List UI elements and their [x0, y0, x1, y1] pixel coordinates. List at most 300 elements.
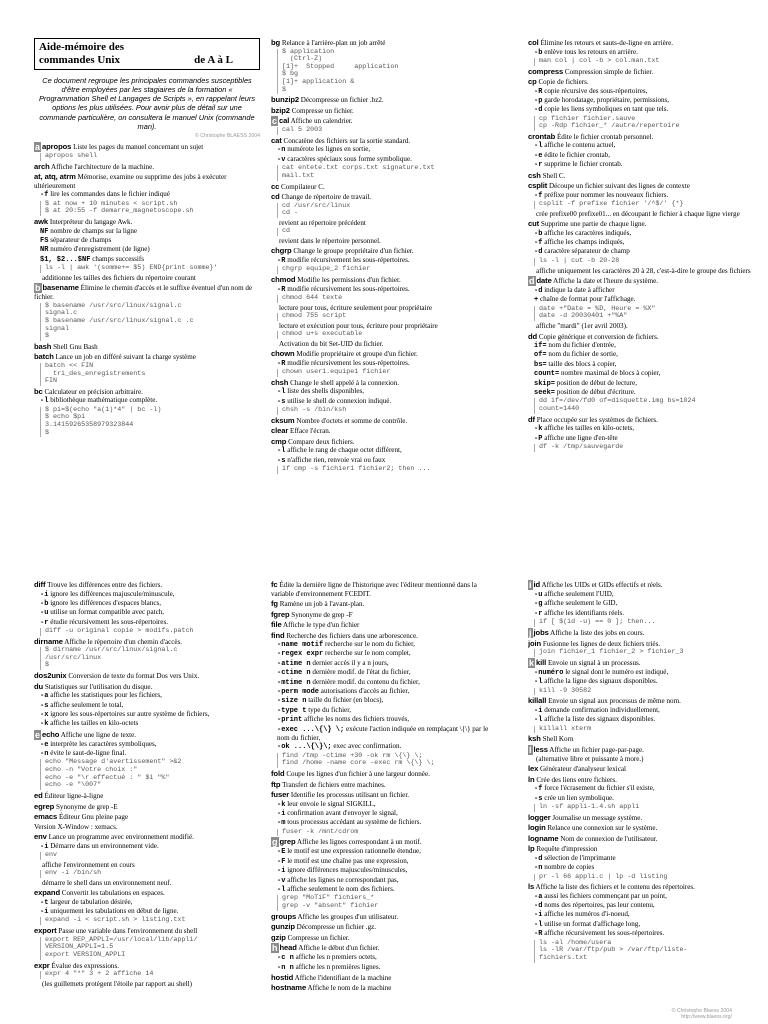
- entries-column-4: [34, 580, 260, 988]
- command-entry: [271, 912, 497, 922]
- command-line: [34, 671, 260, 681]
- drop-letter: b: [35, 283, 41, 294]
- drop-letter: i: [529, 580, 532, 590]
- entries-column-3: [528, 38, 754, 452]
- command-description: Élimine les retours et sauts-de-ligne en arrière.: [540, 39, 674, 47]
- drop-letter: j: [529, 627, 532, 638]
- command-description: Compare deux fichiers.: [288, 437, 355, 446]
- option-line: [34, 618, 260, 627]
- option-text: champs successifs: [92, 254, 145, 263]
- command-name: gunzip: [271, 922, 295, 932]
- column-1: [34, 38, 260, 540]
- command-line: [34, 888, 260, 898]
- option-line: [34, 255, 260, 264]
- code-example: ls -l | cut -b 20-28: [534, 258, 754, 266]
- command-entry: [34, 823, 260, 832]
- command-description: Synonyme de grep -F: [291, 610, 353, 619]
- command-line: [528, 171, 754, 181]
- command-line: [528, 696, 754, 706]
- command-line: [528, 764, 754, 774]
- command-entry: [528, 332, 754, 414]
- drop-letter: h: [272, 943, 278, 954]
- option-line: [528, 247, 754, 256]
- option-line: [271, 640, 497, 649]
- option-flag: -i: [277, 809, 286, 818]
- command-name: lex: [528, 764, 539, 774]
- command-line: [34, 142, 260, 152]
- option-text: lire les commandes dans le fichier indiqué: [50, 190, 170, 199]
- option-text: enlève tous les retours en arrière.: [544, 47, 638, 56]
- option-text: taille du fichier (en blocs),: [308, 696, 384, 705]
- option-text: affiche les n premières lignes.: [295, 962, 381, 971]
- option-text: Démarre dans un environnement vide.: [50, 841, 159, 850]
- command-line: [34, 217, 260, 227]
- command-name: clear: [271, 426, 289, 436]
- command-entry: [528, 658, 754, 695]
- option-flag: -R: [534, 930, 543, 939]
- option-flag: -u: [534, 591, 543, 599]
- command-entry: [34, 961, 260, 989]
- code-example: expr 4 "*" 3 + 2 affiche 14: [40, 971, 260, 979]
- option-line: [34, 190, 260, 199]
- command-entry: [34, 217, 260, 282]
- option-text: n'affiche rien, renvoie vrai ou faux: [287, 455, 386, 464]
- command-entry: [271, 275, 497, 348]
- command-name: df: [528, 414, 535, 424]
- option-line: [528, 96, 754, 105]
- option-text: affiche les statistiques pour les fichiers,: [50, 691, 162, 700]
- option-text: étudie récursivement les sous-répertoires.: [50, 617, 168, 626]
- column-3: [528, 38, 754, 540]
- command-entry: [271, 116, 497, 135]
- command-entry: [34, 172, 260, 216]
- option-line: [34, 740, 260, 749]
- command-name: fg: [271, 599, 278, 608]
- command-name: hostname: [271, 983, 307, 993]
- command-entry: [271, 349, 497, 377]
- option-text: confirmation avant d'envoyer le signal,: [287, 808, 398, 817]
- command-name: awk: [34, 217, 49, 227]
- command-line: [528, 67, 754, 77]
- command-entry: [34, 162, 260, 172]
- code-example: chsh -s /bin/ksh: [277, 407, 497, 415]
- option-text: modifie récursivement les sous-répertoires.: [287, 358, 410, 367]
- command-name: id: [533, 580, 541, 589]
- option-flag: of=: [534, 351, 547, 360]
- option-text: dernier accès il y a n jours,: [312, 658, 389, 667]
- command-name: at, atq, atrm: [34, 172, 76, 182]
- option-line: [271, 715, 497, 724]
- note-text: (alternative libre et puissante à more.): [536, 754, 644, 763]
- option-text: liste des shells disponibles,: [287, 387, 365, 396]
- option-line: [528, 910, 754, 919]
- option-line: [528, 369, 754, 378]
- option-line: [528, 191, 754, 200]
- command-entry: [528, 628, 754, 638]
- option-line: [271, 446, 497, 455]
- option-text: largeur de tabulation désirée,: [50, 897, 133, 906]
- option-flag: -m: [277, 819, 286, 828]
- command-line: [271, 136, 497, 146]
- command-name: fc: [271, 580, 278, 589]
- column-2: [271, 38, 497, 540]
- command-description: Convertit les tabulations en espaces.: [61, 889, 165, 898]
- command-name: ed: [34, 791, 43, 801]
- option-line: [271, 742, 497, 751]
- command-entry: [528, 171, 754, 181]
- option-text: caractère séparateur de champ: [544, 247, 630, 256]
- command-description: Modifie les permissions d'un fichier.: [297, 276, 401, 284]
- option-flag: -name motif: [277, 641, 324, 649]
- command-description: Supprime une partie de chaque ligne.: [540, 220, 647, 229]
- option-text: séparateur de champs: [50, 235, 112, 244]
- code-example: if [ $(id -u) == 0 ]; then...: [534, 619, 754, 627]
- command-description: Affiche une ligne de texte.: [60, 730, 137, 739]
- option-text: copie récursive des sous-répertoires,: [544, 86, 648, 95]
- option-text: bibliothèque mathématique complète.: [50, 396, 158, 405]
- option-line: [528, 599, 754, 608]
- note-text: affiche uniquement les caractères 20 à 28, c'est-à-dire le groupe des fichiers: [536, 266, 751, 275]
- option-text: affiche les tailles en kilo-octets,: [544, 424, 635, 433]
- command-description: Fusionne les lignes de deux fichiers triés.: [542, 639, 661, 648]
- option-line: [528, 379, 754, 388]
- command-description: Statistiques sur l'utilisation du disque.: [44, 682, 153, 691]
- option-line: [528, 706, 754, 715]
- command-name: hostid: [271, 972, 294, 982]
- option-line: [528, 677, 754, 686]
- command-entry: [528, 219, 754, 275]
- command-name: ls: [528, 882, 535, 892]
- command-description: Affiche le répertoire d'un chemin d'accès.: [64, 637, 183, 646]
- option-text: nombre maximal de blocs à copier,: [561, 369, 661, 378]
- command-description: Shell C.: [542, 171, 566, 180]
- command-entry: [271, 620, 497, 630]
- option-line: [34, 599, 260, 608]
- code-example: $ at now + 10 minutes < script.sh $ at 20:55 -f demarre_magnetoscope.sh: [40, 201, 260, 216]
- entries-column-2: [271, 38, 497, 474]
- command-line: [34, 812, 260, 822]
- command-description: Copie générique et conversion de fichiers.: [538, 332, 659, 341]
- option-flag: -F: [277, 857, 286, 866]
- command-entry: [528, 580, 754, 627]
- option-flag: FS: [40, 236, 49, 245]
- option-text: numéro d'enregistrement (de ligne): [50, 245, 150, 254]
- command-description: Shell Gnu Bash: [53, 342, 98, 351]
- command-line: [34, 580, 260, 590]
- command-entry: [528, 764, 754, 774]
- command-entry: [271, 136, 497, 181]
- option-flag: -k: [40, 720, 49, 729]
- option-text: ignore les différences d'espaces blancs,: [50, 598, 162, 607]
- option-line: [528, 920, 754, 929]
- option-flag: -v: [277, 155, 286, 164]
- command-entry: [528, 181, 754, 218]
- code-example: fuser -k /mnt/cdrom: [277, 829, 497, 837]
- command-entry: [34, 730, 260, 790]
- drop-letter: l: [529, 744, 532, 755]
- code-example: env -i /bin/sh: [40, 870, 260, 878]
- code-example: df -k /tmp/sauvegarde: [534, 444, 754, 452]
- command-name: cc: [271, 181, 280, 191]
- option-flag: -f: [534, 785, 543, 794]
- command-entry: [271, 631, 497, 769]
- command-description: Décompresse un fichier .gz.: [296, 923, 377, 932]
- option-flag: -E: [277, 848, 286, 857]
- option-flag: -r: [534, 609, 543, 618]
- option-text: taille des blocs à copier,: [548, 359, 617, 368]
- command-line: [271, 38, 497, 48]
- option-text: position de début d'écriture.: [556, 388, 636, 397]
- option-line: [528, 929, 754, 938]
- command-name: fuser: [271, 790, 290, 800]
- command-entry: [271, 426, 497, 436]
- command-description: Shell Korn: [542, 735, 574, 744]
- option-line: [34, 749, 260, 758]
- option-line: [528, 668, 754, 677]
- command-name: gzip: [271, 932, 286, 942]
- option-text: exec avec confirmation.: [333, 742, 402, 751]
- option-line: [528, 286, 754, 295]
- option-text: nom du fichier d'entrée,: [548, 341, 616, 350]
- option-flag: +: [534, 296, 539, 305]
- command-description: Édite la dernière ligne de l'historique avec l'éditeur mentionné dans la variable d'environnement FCEDIT.: [271, 581, 477, 598]
- note-text: affiche "mardi" (1er avril 2003).: [536, 322, 628, 331]
- command-name: csh: [528, 170, 541, 180]
- command-line: [34, 791, 260, 801]
- option-flag: -g: [534, 600, 543, 609]
- code-example: batch << FIN tri_des_enregistrements FIN: [40, 363, 260, 386]
- option-text: exécute l'action indiquée en remplaçant \{\} par le nom du fichier,: [277, 724, 489, 742]
- option-line: [528, 388, 754, 397]
- command-line: [34, 162, 260, 172]
- option-flag: -l: [277, 447, 286, 456]
- command-description: Coupe les lignes d'un fichier à une largeur donnée.: [286, 770, 430, 779]
- option-flag: -x: [40, 710, 49, 719]
- column-6: [528, 580, 754, 1024]
- command-entry: [34, 342, 260, 352]
- command-entry: [271, 933, 497, 943]
- entries-column-1: [34, 142, 260, 437]
- command-line: [271, 95, 497, 105]
- command-description: Éditeur Gnu pleine page: [58, 813, 129, 822]
- command-entry: [34, 832, 260, 887]
- option-text: affiche la liste des signaux disponibles.: [544, 715, 656, 724]
- option-flag: -f: [534, 239, 543, 248]
- option-text: affiche les identifiants réels.: [544, 608, 625, 617]
- option-text: affiche seulement le nom des fichiers.: [287, 884, 395, 893]
- option-line: [271, 285, 497, 294]
- command-entry: [34, 637, 260, 670]
- command-description: Mémorise, examine ou supprime des jobs à exécuter ultérieurement: [34, 173, 227, 190]
- command-description: Envoie un signal à un processus.: [547, 658, 641, 667]
- option-flag: -d: [534, 287, 543, 295]
- option-flag: NF: [40, 227, 49, 236]
- option-line: [528, 151, 754, 160]
- command-description: Affiche les lignes correspondant à un motif.: [296, 838, 422, 847]
- option-text: nombre de champs sur la ligne: [50, 226, 138, 235]
- command-line: [528, 219, 754, 229]
- command-line: [528, 332, 754, 342]
- option-line: [271, 397, 497, 406]
- option-text: affiche les champs indiqués,: [544, 238, 625, 247]
- note-text: lecture pour tous, écriture seulement pour propriétaire: [279, 303, 433, 312]
- command-description: Générateur d'analyseur lexical: [540, 765, 627, 774]
- option-line: [528, 238, 754, 247]
- command-description: Affiche un calendrier.: [290, 117, 353, 126]
- command-name: bc: [34, 386, 43, 396]
- option-flag: -s: [277, 456, 286, 465]
- command-line: [34, 802, 260, 812]
- command-name: bzip2: [271, 105, 290, 115]
- option-line: [271, 145, 497, 154]
- command-description: Élimine le chemin d'accès et le suffixe éventuel d'un nom de fichier.: [34, 284, 253, 302]
- option-line: [34, 590, 260, 599]
- command-description: Lance un job en différé suivant la charge système: [55, 353, 196, 362]
- option-text: nombre de copies: [544, 863, 595, 872]
- command-name: apropos: [42, 142, 72, 152]
- command-entry: [34, 682, 260, 729]
- command-name: batch: [34, 352, 54, 362]
- option-text: évite le saut-de-ligne final.: [50, 749, 127, 758]
- command-description: Change le groupe propriétaire d'un fichier.: [293, 247, 414, 256]
- command-line: [34, 387, 260, 397]
- command-description: Conversion de texte du format Dos vers Unix.: [68, 672, 200, 681]
- command-name: egrep: [34, 801, 55, 811]
- option-text: indique la date à afficher: [544, 286, 615, 294]
- option-text: noms des répertoires, pas leur contenu,: [544, 901, 655, 910]
- option-flag: -s: [534, 794, 543, 803]
- option-flag: -ok ...\{\}\;: [277, 743, 332, 752]
- option-flag: -l: [277, 885, 286, 894]
- option-flag: -f: [40, 191, 49, 200]
- option-text: autorisations d'accès au fichier,: [320, 686, 410, 695]
- option-line: [34, 608, 260, 617]
- option-line: [271, 706, 497, 715]
- command-line: [34, 730, 260, 740]
- command-name: ksh: [528, 734, 541, 744]
- option-line: [528, 160, 754, 169]
- drop-letter: c: [272, 116, 278, 127]
- option-line: [528, 295, 754, 304]
- command-line: [34, 637, 260, 647]
- option-flag: -e: [40, 740, 49, 749]
- option-line: [34, 710, 260, 719]
- command-description: Synonyme de grep -E: [55, 802, 118, 811]
- note-text: revient dans le répertoire personnel.: [279, 236, 381, 245]
- command-line: [271, 983, 497, 993]
- command-entry: [528, 834, 754, 844]
- option-flag: count=: [534, 370, 560, 379]
- intro-text: Ce document regroupe les principales commandes susceptibles d'être employées par les stagiaires de la formation « Programmation Shell et Langages de Scripts », en rappelant leurs options les plus utilisées. Pour avoir plus de détail sur une commande particulière, on consultera le manuel Unix (commande man).: [38, 75, 256, 131]
- command-description: Édite le fichier crontab personnel.: [556, 132, 654, 141]
- option-flag: -r: [534, 161, 543, 170]
- command-entry: [34, 671, 260, 681]
- option-flag: -regex expr: [277, 650, 324, 659]
- command-name: compress: [528, 66, 564, 76]
- option-text: utilise un format d'affichage long,: [544, 919, 641, 928]
- option-text: tous processus accédant au système de fichiers.: [287, 818, 422, 827]
- code-example: dd if=/dev/fd0 of=disquette.img bs=1024 count=1440: [534, 398, 754, 413]
- command-entry: [528, 77, 754, 131]
- command-name: bash: [34, 341, 52, 351]
- code-example: $ pi=$(echo "a(1)*4" | bc -l) $ echo $pi 3.14159265358979323844 $: [40, 407, 260, 438]
- command-description: Recherche des fichiers dans une arborescence.: [286, 631, 418, 640]
- command-description: Affiche la date et l'heure du système.: [553, 277, 659, 285]
- option-flag: -ctime n: [277, 669, 311, 678]
- option-text: caractères spéciaux sous forme symbolique.: [287, 154, 412, 163]
- command-line: [528, 580, 754, 590]
- option-line: [271, 387, 497, 396]
- command-line: [271, 620, 497, 630]
- command-description: Ramène un job à l'avant-plan.: [279, 600, 365, 608]
- command-entry: [271, 106, 497, 116]
- command-entry: [271, 922, 497, 932]
- command-name: logger: [528, 812, 551, 822]
- option-text: affiche les lignes ne correspondant pas,: [287, 875, 399, 884]
- option-line: [528, 141, 754, 150]
- option-flag: -a: [40, 692, 49, 701]
- command-name: cd: [271, 192, 280, 202]
- option-line: [34, 898, 260, 907]
- option-line: [528, 609, 754, 618]
- command-entry: [271, 192, 497, 245]
- note-text: lecture et exécution pour tous, écriture pour propriétaire: [279, 321, 438, 330]
- option-flag: -l: [534, 142, 543, 151]
- command-entry: [34, 888, 260, 925]
- command-name: chgrp: [271, 246, 292, 256]
- command-description: Requête d'impression: [536, 845, 598, 854]
- option-line: [34, 396, 260, 405]
- note-text: affiche l'environnement en cours: [42, 860, 135, 869]
- option-text: chaîne de format pour l'affichage.: [539, 295, 636, 304]
- command-entry: [528, 132, 754, 170]
- footer-line-1: © Christophe Blaess 2004: [671, 1007, 732, 1014]
- option-flag: -f: [534, 191, 543, 200]
- option-text: affiche les tailles en kilo-octets: [50, 719, 139, 728]
- title-left: commandes Unix: [39, 53, 120, 66]
- command-line: [271, 426, 497, 436]
- option-text: affiche les noms des fichiers trouvés,: [304, 715, 410, 724]
- command-line: [271, 610, 497, 620]
- option-line: [271, 456, 497, 465]
- command-name: fgrep: [271, 609, 290, 619]
- command-description: Calculateur en précision arbitraire.: [44, 387, 143, 396]
- option-line: [528, 87, 754, 96]
- command-line: [271, 275, 497, 285]
- code-example: diff -u original copie > modifs.patch: [40, 628, 260, 636]
- option-text: affiche seulement le total,: [50, 700, 124, 709]
- command-line: [271, 580, 497, 598]
- command-entry: [528, 775, 754, 812]
- option-text: affiche le contenu actuel,: [544, 141, 616, 150]
- command-entry: [528, 415, 754, 452]
- option-text: numérote les lignes en sortie,: [287, 145, 371, 154]
- option-line: [34, 245, 260, 254]
- option-line: [34, 691, 260, 700]
- command-name: logname: [528, 833, 559, 843]
- credit-top: © Christophe BLAESS 2004: [195, 132, 260, 139]
- note-text: revient au répertoire précédent: [279, 218, 366, 227]
- title-box: [34, 38, 260, 70]
- command-line: [528, 639, 754, 649]
- command-entry: [271, 983, 497, 993]
- option-text: affiche la ligne des signaux disponibles.: [544, 677, 658, 686]
- command-line: [528, 823, 754, 833]
- command-description: Affiche l'architecture de la machine.: [51, 162, 154, 171]
- option-line: [271, 256, 497, 265]
- code-example: find /tmp -ctime +30 -ok rm \{\} \; find /home -name core -exec rm \{\} \;: [277, 753, 497, 768]
- code-example: chmod 644 texte: [277, 295, 497, 303]
